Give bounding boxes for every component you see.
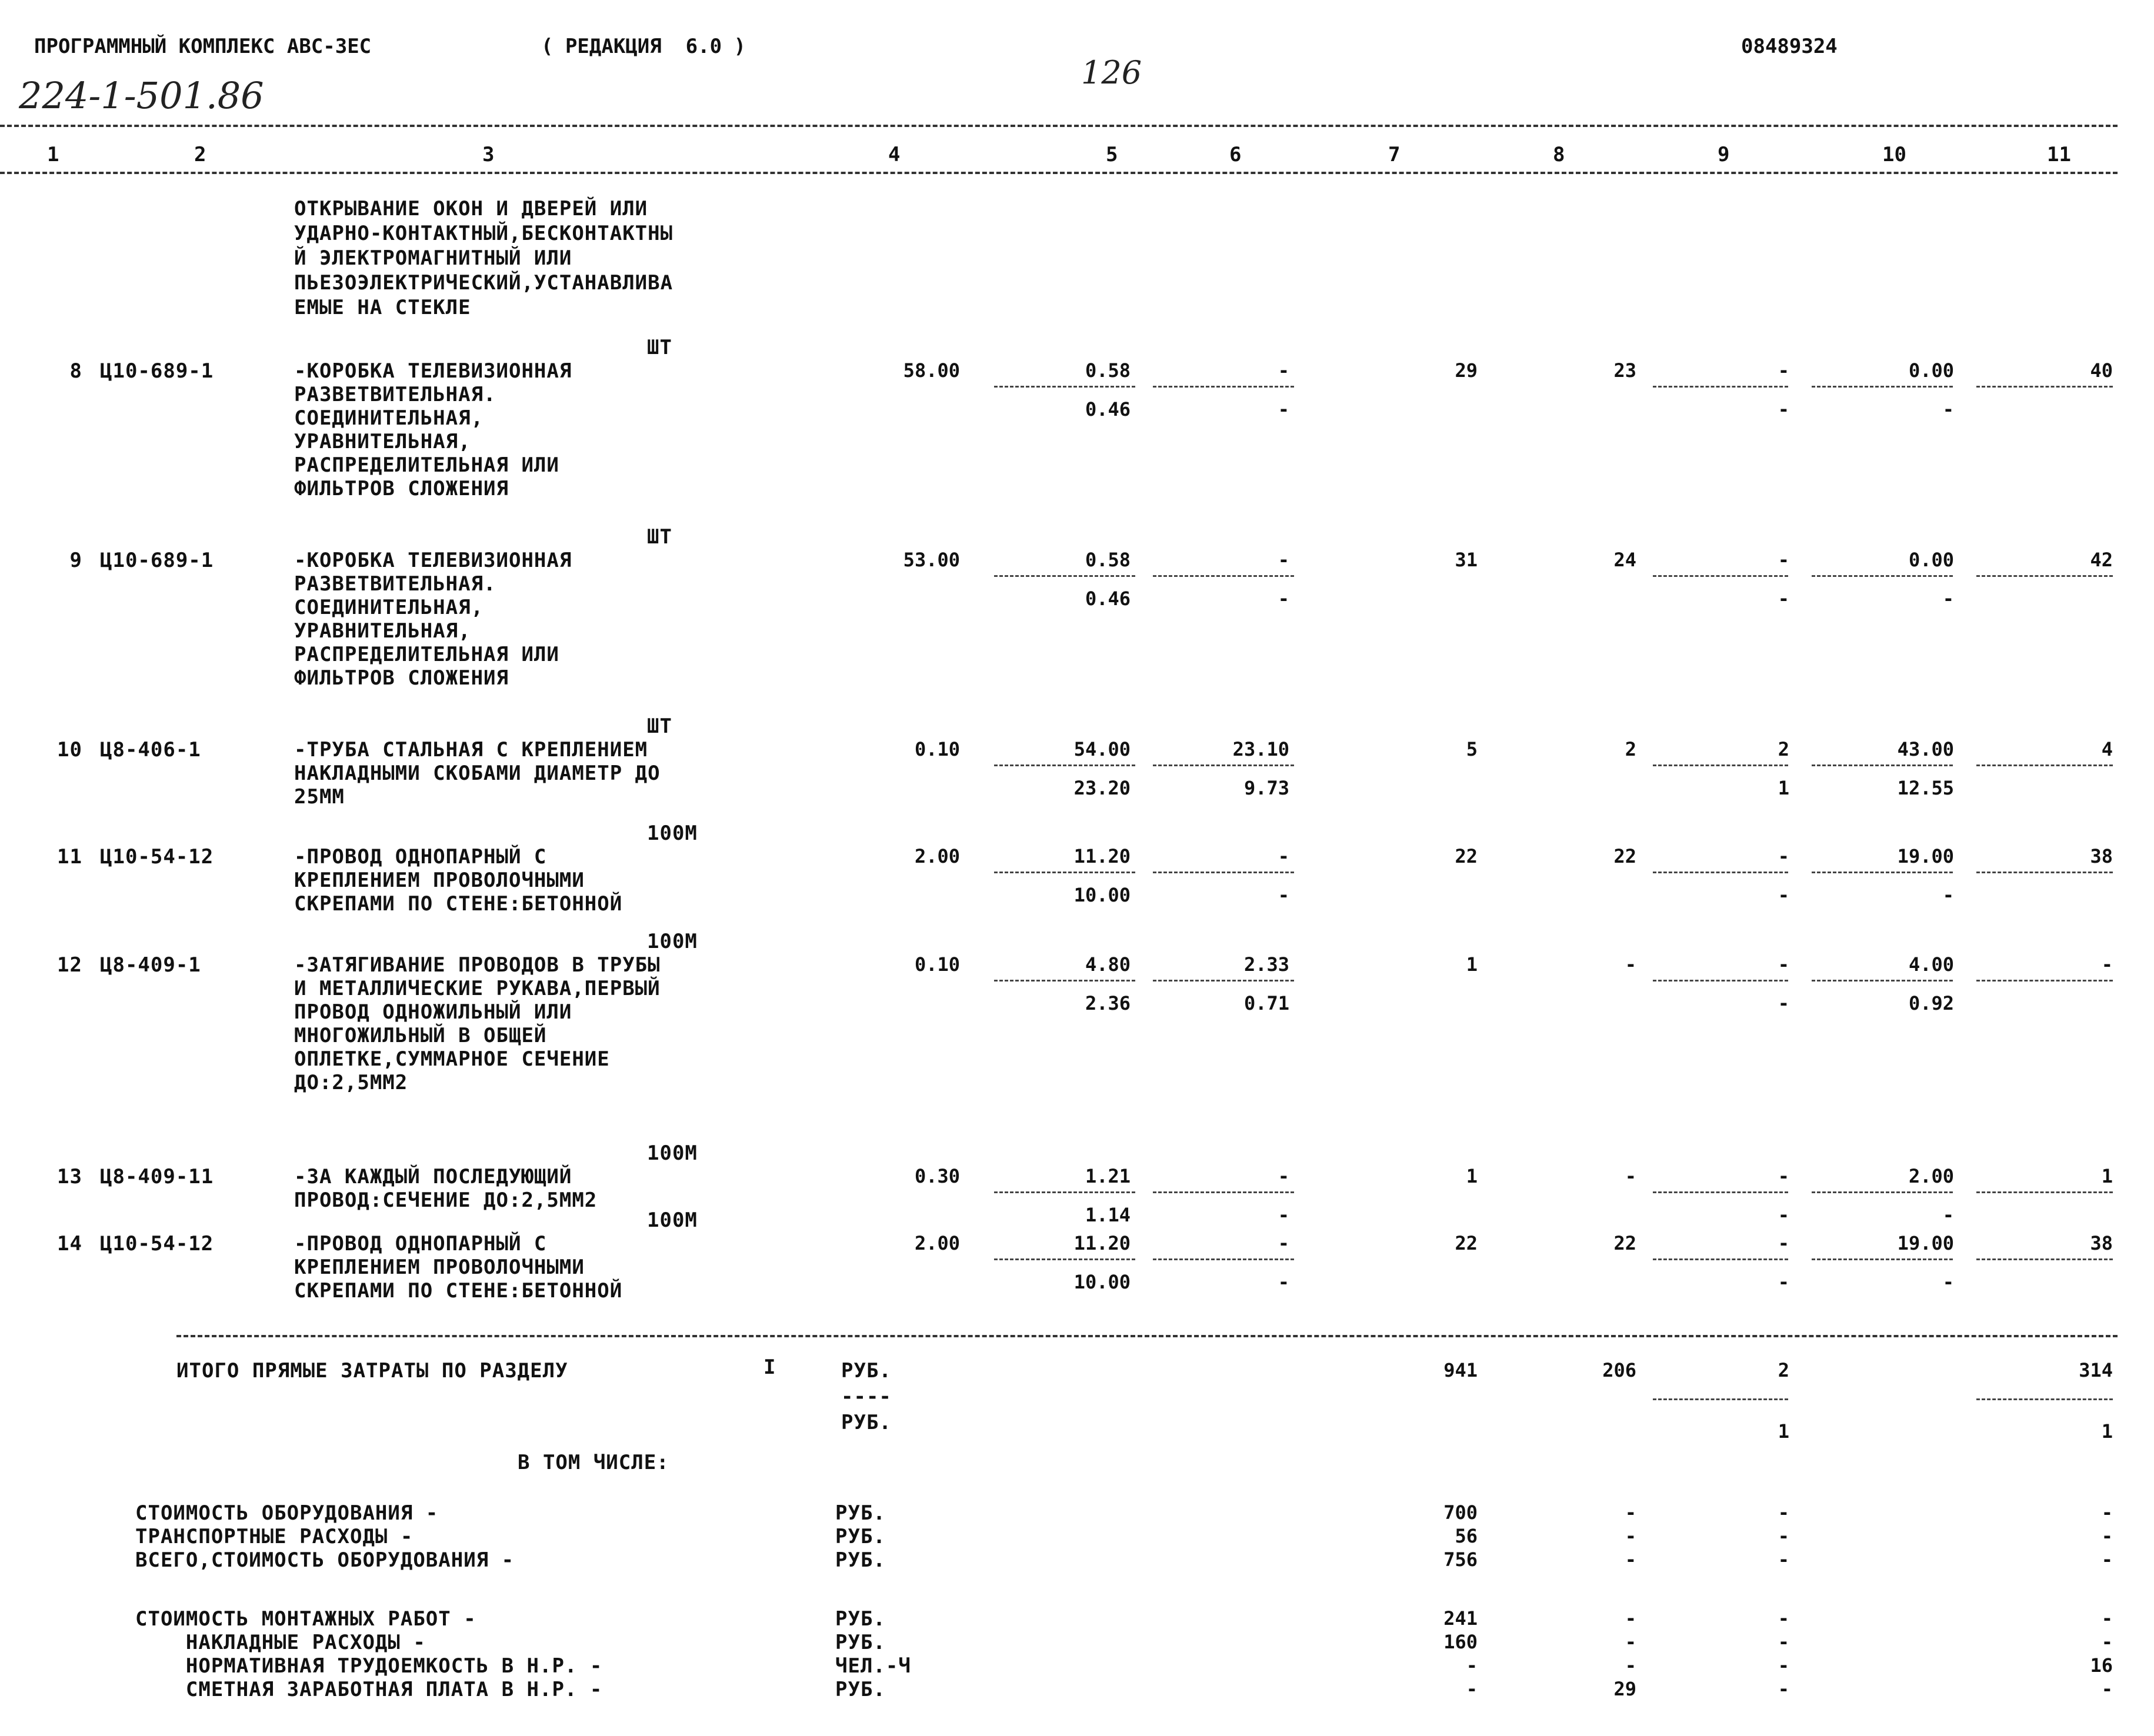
col6-subvalue: - <box>1278 884 1289 906</box>
col10-subvalue: - <box>1942 884 1954 906</box>
totals-col9a: 2 <box>1778 1359 1789 1381</box>
col6-value: - <box>1278 359 1289 382</box>
col10-subvalue: 0.92 <box>1908 992 1954 1014</box>
summary-label: СТОИМОСТЬ МОНТАЖНЫХ РАБОТ - <box>135 1607 476 1631</box>
col11-separator <box>1976 575 2113 577</box>
column-number: 3 <box>482 143 495 166</box>
row-number: 11 <box>57 845 82 869</box>
col4-value: 2.00 <box>914 845 960 867</box>
row-description-line: ОПЛЕТКЕ,СУММАРНОЕ СЕЧЕНИЕ <box>294 1047 610 1071</box>
summary-col11: - <box>2101 1678 2113 1700</box>
col6-value: - <box>1278 549 1289 571</box>
summary-col11: 16 <box>2090 1654 2113 1677</box>
row-description-line: -КОРОБКА ТЕЛЕВИЗИОННАЯ <box>294 359 572 383</box>
summary-unit: РУБ. <box>835 1501 886 1525</box>
col10-separator <box>1812 872 1953 873</box>
col5-value: 1.21 <box>1085 1165 1131 1187</box>
col5-separator <box>994 764 1135 766</box>
row-description-line: -КОРОБКА ТЕЛЕВИЗИОННАЯ <box>294 549 572 572</box>
unit-label: 100М <box>647 1208 698 1232</box>
col6-subvalue: - <box>1278 587 1289 610</box>
col9-value: 2 <box>1778 738 1789 760</box>
summary-col7: 56 <box>1455 1525 1478 1547</box>
summary-label: СМЕТНАЯ ЗАРАБОТНАЯ ПЛАТА В Н.Р. - <box>135 1678 603 1701</box>
col7-value: 1 <box>1466 953 1478 976</box>
col4-value: 2.00 <box>914 1232 960 1254</box>
col11-value: - <box>2101 953 2113 976</box>
col5-subvalue: 0.46 <box>1085 398 1131 420</box>
col9-separator <box>1653 386 1788 388</box>
summary-col7: 756 <box>1443 1548 1478 1571</box>
row-description-line: ФИЛЬТРОВ СЛОЖЕНИЯ <box>294 477 509 500</box>
col9-separator <box>1653 575 1788 577</box>
col7-value: 1 <box>1466 1165 1478 1187</box>
col9-value: - <box>1778 1165 1789 1187</box>
col11-separator <box>1976 764 2113 766</box>
summary-col7: 160 <box>1443 1631 1478 1653</box>
row-description-line: СОЕДИНИТЕЛЬНАЯ, <box>294 406 484 430</box>
page-number-handwritten: 126 <box>1081 54 1142 91</box>
row-description-line: И МЕТАЛЛИЧЕСКИЕ РУКАВА,ПЕРВЫЙ <box>294 977 661 1000</box>
summary-col9: - <box>1778 1607 1789 1630</box>
col5-value: 11.20 <box>1073 1232 1131 1254</box>
totals-col9b: 1 <box>1778 1420 1789 1443</box>
col7-value: 5 <box>1466 738 1478 760</box>
col9-subvalue: - <box>1778 1271 1789 1293</box>
summary-col7: 700 <box>1443 1501 1478 1524</box>
col6-separator <box>1153 872 1294 873</box>
col6-separator <box>1153 764 1294 766</box>
col9-subvalue: - <box>1778 884 1789 906</box>
col9-separator <box>1653 1191 1788 1193</box>
row-description-line: -ПРОВОД ОДНОПАРНЫЙ С <box>294 1232 547 1256</box>
row-description-line: ПРОВОД ОДНОЖИЛЬНЫЙ ИЛИ <box>294 1000 572 1024</box>
col6-value: - <box>1278 845 1289 867</box>
col6-value: 23.10 <box>1232 738 1289 760</box>
col5-separator <box>994 872 1135 873</box>
col10-value: 0.00 <box>1908 359 1954 382</box>
col10-separator <box>1812 1191 1953 1193</box>
unit-label: 100М <box>647 822 698 845</box>
column-number: 5 <box>1106 143 1118 166</box>
col8-value: 22 <box>1613 845 1636 867</box>
program-title: ПРОГРАММНЫЙ КОМПЛЕКС АВС-3ЕС <box>34 35 372 58</box>
summary-unit: РУБ. <box>835 1548 886 1572</box>
row-description-line: УРАВНИТЕЛЬНАЯ, <box>294 619 471 643</box>
col11-value: 40 <box>2090 359 2113 382</box>
col5-subvalue: 0.46 <box>1085 587 1131 610</box>
col10-separator <box>1812 1258 1953 1260</box>
totals-unit-dash: ---- <box>841 1385 892 1408</box>
col9-subvalue: - <box>1778 587 1789 610</box>
col11-value: 38 <box>2090 1232 2113 1254</box>
col6-separator <box>1153 575 1294 577</box>
unit-label: 100М <box>647 930 698 953</box>
col10-subvalue: - <box>1942 1271 1954 1293</box>
col9-separator <box>1653 764 1788 766</box>
col8-value: - <box>1625 1165 1636 1187</box>
column-number: 9 <box>1718 143 1730 166</box>
summary-col11: - <box>2101 1631 2113 1653</box>
including-label: В ТОМ ЧИСЛЕ: <box>518 1451 669 1474</box>
col6-subvalue: - <box>1278 398 1289 420</box>
col6-subvalue: - <box>1278 1204 1289 1226</box>
column-number: 4 <box>888 143 901 166</box>
col5-subvalue: 1.14 <box>1085 1204 1131 1226</box>
rate-code: Ц8-409-1 <box>100 953 201 977</box>
col5-separator <box>994 1258 1135 1260</box>
summary-label: НОРМАТИВНАЯ ТРУДОЕМКОСТЬ В Н.Р. - <box>135 1654 603 1678</box>
col5-separator <box>994 386 1135 388</box>
col10-value: 43.00 <box>1897 738 1954 760</box>
col10-separator <box>1812 575 1953 577</box>
col5-subvalue: 10.00 <box>1073 884 1131 906</box>
col11-separator <box>1976 980 2113 981</box>
column-number: 1 <box>47 143 59 166</box>
summary-unit: РУБ. <box>835 1525 886 1548</box>
col11-value: 4 <box>2101 738 2113 760</box>
row-number: 13 <box>57 1165 82 1189</box>
col6-separator <box>1153 1258 1294 1260</box>
row-description-line: ФИЛЬТРОВ СЛОЖЕНИЯ <box>294 666 509 690</box>
row-description-line: -ЗА КАЖДЫЙ ПОСЛЕДУЮЩИЙ <box>294 1165 572 1189</box>
summary-col7: - <box>1466 1678 1478 1700</box>
row-description-line: -ЗАТЯГИВАНИЕ ПРОВОДОВ В ТРУБЫ <box>294 953 661 977</box>
col5-subvalue: 23.20 <box>1073 777 1131 799</box>
intro-line: ПЬЕЗОЭЛЕКТРИЧЕСКИЙ,УСТАНАВЛИВА <box>294 271 673 295</box>
totals-col8: 206 <box>1602 1359 1636 1381</box>
summary-label: ТРАНСПОРТНЫЕ РАСХОДЫ - <box>135 1525 414 1548</box>
col9-value: - <box>1778 359 1789 382</box>
col10-value: 19.00 <box>1897 1232 1954 1254</box>
totals-col11-sep <box>1976 1398 2113 1400</box>
summary-label: НАКЛАДНЫЕ РАСХОДЫ - <box>135 1631 426 1654</box>
col9-value: - <box>1778 953 1789 976</box>
col10-subvalue: 12.55 <box>1897 777 1954 799</box>
row-number: 14 <box>57 1232 82 1256</box>
col9-subvalue: - <box>1778 398 1789 420</box>
intro-line: Й ЭЛЕКТРОМАГНИТНЫЙ ИЛИ <box>294 246 572 270</box>
col5-subvalue: 10.00 <box>1073 1271 1131 1293</box>
col5-value: 0.58 <box>1085 549 1131 571</box>
intro-line: УДАРНО-КОНТАКТНЫЙ,БЕСКОНТАКТНЫ <box>294 222 673 245</box>
column-number: 7 <box>1388 143 1401 166</box>
row-description-line: -ТРУБА СТАЛЬНАЯ С КРЕПЛЕНИЕМ <box>294 738 648 762</box>
col5-separator <box>994 575 1135 577</box>
summary-col9: - <box>1778 1631 1789 1653</box>
summary-col8: - <box>1625 1525 1636 1547</box>
col6-value: - <box>1278 1232 1289 1254</box>
unit-label: 100М <box>647 1141 698 1165</box>
row-description-line: РАСПРЕДЕЛИТЕЛЬНАЯ ИЛИ <box>294 643 559 666</box>
totals-col11a: 314 <box>2079 1359 2113 1381</box>
rate-code: Ц10-54-12 <box>100 1232 214 1256</box>
summary-label: СТОИМОСТЬ ОБОРУДОВАНИЯ - <box>135 1501 439 1525</box>
col4-value: 58.00 <box>903 359 960 382</box>
summary-col8: - <box>1625 1501 1636 1524</box>
summary-col7: 241 <box>1443 1607 1478 1630</box>
totals-col7: 941 <box>1443 1359 1478 1381</box>
col9-subvalue: - <box>1778 992 1789 1014</box>
edition-label: ( РЕДАКЦИЯ 6.0 ) <box>541 35 746 58</box>
col5-value: 4.80 <box>1085 953 1131 976</box>
row-description-line: РАЗВЕТВИТЕЛЬНАЯ. <box>294 383 496 406</box>
unit-label: ШТ <box>647 715 672 738</box>
unit-label: ШТ <box>647 336 672 359</box>
col10-value: 0.00 <box>1908 549 1954 571</box>
totals-rule <box>176 1335 2118 1337</box>
col9-subvalue: 1 <box>1778 777 1789 799</box>
col5-separator <box>994 980 1135 981</box>
totals-col11b: 1 <box>2101 1420 2113 1443</box>
row-number: 9 <box>69 549 82 572</box>
rate-code: Ц8-409-11 <box>100 1165 214 1189</box>
summary-col11: - <box>2101 1525 2113 1547</box>
col5-separator <box>994 1191 1135 1193</box>
unit-label: ШТ <box>647 525 672 549</box>
intro-line: ЕМЫЕ НА СТЕКЛЕ <box>294 296 471 319</box>
totals-label: ИТОГО ПРЯМЫЕ ЗАТРАТЫ ПО РАЗДЕЛУ <box>176 1359 568 1383</box>
col6-subvalue: - <box>1278 1271 1289 1293</box>
col11-separator <box>1976 872 2113 873</box>
summary-col8: - <box>1625 1607 1636 1630</box>
row-description-line: 25ММ <box>294 785 345 809</box>
summary-col9: - <box>1778 1654 1789 1677</box>
summary-col8: 29 <box>1613 1678 1636 1700</box>
row-description-line: НАКЛАДНЫМИ СКОБАМИ ДИАМЕТР ДО <box>294 762 661 785</box>
col10-separator <box>1812 980 1953 981</box>
summary-col9: - <box>1778 1501 1789 1524</box>
col9-value: - <box>1778 549 1789 571</box>
summary-col11: - <box>2101 1548 2113 1571</box>
col8-value: 22 <box>1613 1232 1636 1254</box>
col9-value: - <box>1778 1232 1789 1254</box>
col10-subvalue: - <box>1942 398 1954 420</box>
header-top-rule <box>0 125 2118 127</box>
col10-value: 2.00 <box>1908 1165 1954 1187</box>
col8-value: 23 <box>1613 359 1636 382</box>
row-description-line: ДО:2,5ММ2 <box>294 1071 408 1094</box>
col10-subvalue: - <box>1942 587 1954 610</box>
col8-value: 2 <box>1625 738 1636 760</box>
intro-line: ОТКРЫВАНИЕ ОКОН И ДВЕРЕЙ ИЛИ <box>294 197 648 221</box>
col9-value: - <box>1778 845 1789 867</box>
row-number: 10 <box>57 738 82 762</box>
row-number: 12 <box>57 953 82 977</box>
col10-value: 19.00 <box>1897 845 1954 867</box>
col5-value: 11.20 <box>1073 845 1131 867</box>
summary-col11: - <box>2101 1607 2113 1630</box>
col11-separator <box>1976 1258 2113 1260</box>
summary-col8: - <box>1625 1654 1636 1677</box>
col6-separator <box>1153 1191 1294 1193</box>
totals-unit-2: РУБ. <box>841 1411 892 1434</box>
col4-value: 53.00 <box>903 549 960 571</box>
row-description-line: КРЕПЛЕНИЕМ ПРОВОЛОЧНЫМИ <box>294 869 585 892</box>
summary-col11: - <box>2101 1501 2113 1524</box>
col6-separator <box>1153 980 1294 981</box>
document-code: 08489324 <box>1741 35 1838 58</box>
col9-separator <box>1653 1258 1788 1260</box>
col10-separator <box>1812 386 1953 388</box>
col4-value: 0.10 <box>914 953 960 976</box>
summary-col9: - <box>1778 1548 1789 1571</box>
row-description-line: -ПРОВОД ОДНОПАРНЫЙ С <box>294 845 547 869</box>
col5-subvalue: 2.36 <box>1085 992 1131 1014</box>
col6-value: 2.33 <box>1243 953 1289 976</box>
col11-value: 1 <box>2101 1165 2113 1187</box>
row-description-line: РАСПРЕДЕЛИТЕЛЬНАЯ ИЛИ <box>294 453 559 477</box>
col6-subvalue: 0.71 <box>1243 992 1289 1014</box>
col4-value: 0.10 <box>914 738 960 760</box>
header-bottom-rule <box>0 172 2118 174</box>
row-description-line: ПРОВОД:СЕЧЕНИЕ ДО:2,5ММ2 <box>294 1189 598 1212</box>
doc-number-handwritten: 224-1-501.86 <box>19 74 264 117</box>
summary-label: ВСЕГО,СТОИМОСТЬ ОБОРУДОВАНИЯ - <box>135 1548 515 1572</box>
column-number: 2 <box>194 143 206 166</box>
col10-subvalue: - <box>1942 1204 1954 1226</box>
col10-value: 4.00 <box>1908 953 1954 976</box>
summary-unit: РУБ. <box>835 1678 886 1701</box>
row-description-line: СОЕДИНИТЕЛЬНАЯ, <box>294 596 484 619</box>
col11-value: 42 <box>2090 549 2113 571</box>
col6-separator <box>1153 386 1294 388</box>
summary-col8: - <box>1625 1548 1636 1571</box>
rate-code: Ц10-689-1 <box>100 359 214 383</box>
col7-value: 31 <box>1455 549 1478 571</box>
summary-unit: РУБ. <box>835 1631 886 1654</box>
row-description-line: КРЕПЛЕНИЕМ ПРОВОЛОЧНЫМИ <box>294 1256 585 1279</box>
totals-col9-sep <box>1653 1398 1788 1400</box>
totals-unit-1: РУБ. <box>841 1359 892 1383</box>
col9-separator <box>1653 872 1788 873</box>
row-description-line: МНОГОЖИЛЬНЫЙ В ОБЩЕЙ <box>294 1024 547 1047</box>
col11-value: 38 <box>2090 845 2113 867</box>
col8-value: - <box>1625 953 1636 976</box>
col10-separator <box>1812 764 1953 766</box>
col6-value: - <box>1278 1165 1289 1187</box>
summary-unit: РУБ. <box>835 1607 886 1631</box>
col4-value: 0.30 <box>914 1165 960 1187</box>
col7-value: 22 <box>1455 845 1478 867</box>
rate-code: Ц8-406-1 <box>100 738 201 762</box>
col11-separator <box>1976 1191 2113 1193</box>
column-number: 11 <box>2047 143 2071 166</box>
col11-separator <box>1976 386 2113 388</box>
row-number: 8 <box>69 359 82 383</box>
col9-subvalue: - <box>1778 1204 1789 1226</box>
row-description-line: СКРЕПАМИ ПО СТЕНЕ:БЕТОННОЙ <box>294 1279 623 1303</box>
column-number: 6 <box>1229 143 1242 166</box>
summary-col7: - <box>1466 1654 1478 1677</box>
totals-section: I <box>763 1356 776 1379</box>
col8-value: 24 <box>1613 549 1636 571</box>
col5-value: 0.58 <box>1085 359 1131 382</box>
column-number: 10 <box>1882 143 1906 166</box>
column-number: 8 <box>1553 143 1565 166</box>
rate-code: Ц10-54-12 <box>100 845 214 869</box>
row-description-line: СКРЕПАМИ ПО СТЕНЕ:БЕТОННОЙ <box>294 892 623 916</box>
summary-col8: - <box>1625 1631 1636 1653</box>
col6-subvalue: 9.73 <box>1243 777 1289 799</box>
col7-value: 22 <box>1455 1232 1478 1254</box>
row-description-line: УРАВНИТЕЛЬНАЯ, <box>294 430 471 453</box>
summary-col9: - <box>1778 1525 1789 1547</box>
row-description-line: РАЗВЕТВИТЕЛЬНАЯ. <box>294 572 496 596</box>
col7-value: 29 <box>1455 359 1478 382</box>
col5-value: 54.00 <box>1073 738 1131 760</box>
col9-separator <box>1653 980 1788 981</box>
rate-code: Ц10-689-1 <box>100 549 214 572</box>
summary-col9: - <box>1778 1678 1789 1700</box>
summary-unit: ЧЕЛ.-Ч <box>835 1654 911 1678</box>
